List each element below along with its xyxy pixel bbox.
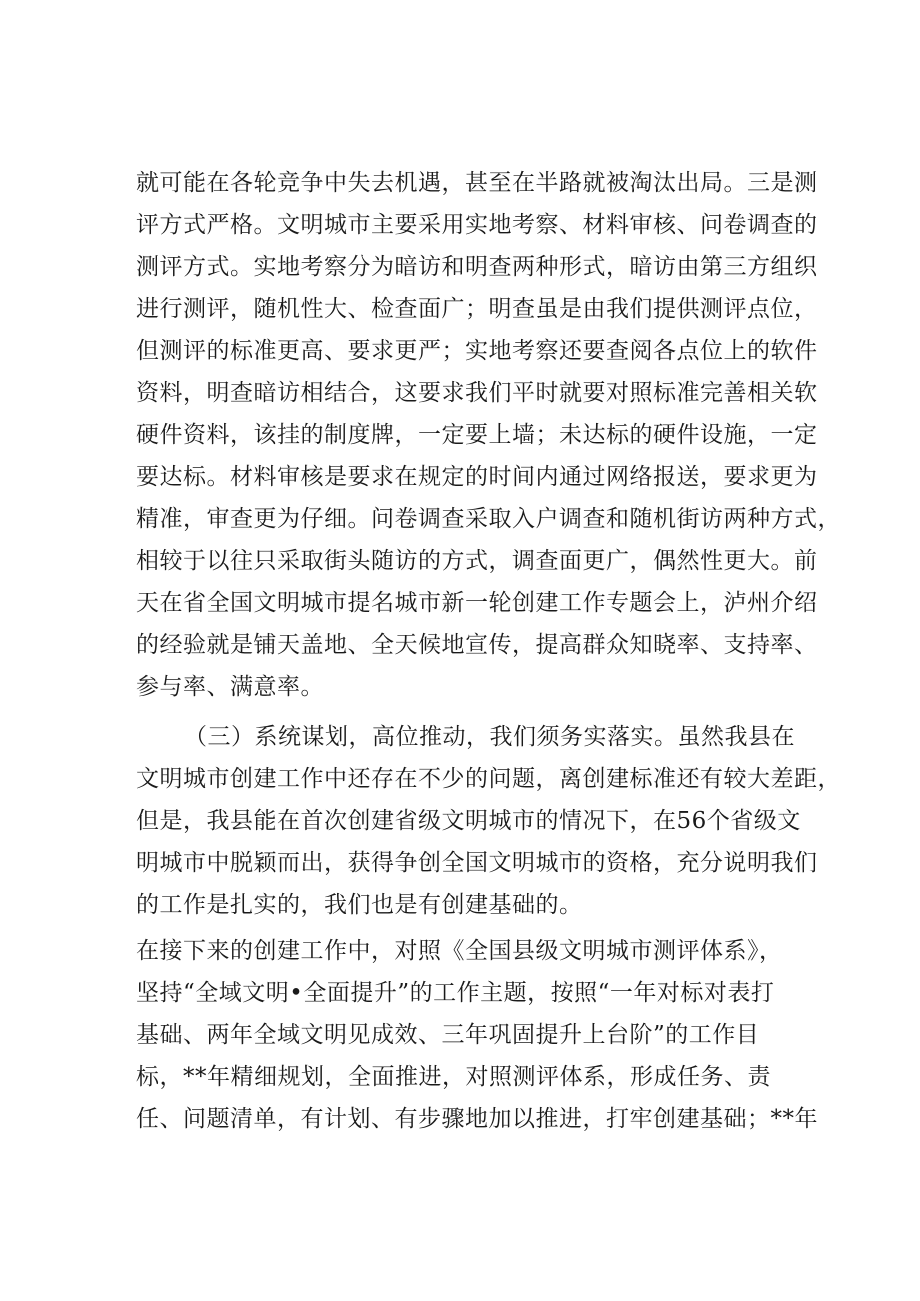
text-line: 任、问题清单，有计划、有步骤地加以推进，打牢创建基础；**年 — [136, 1106, 818, 1132]
text-line: 的经验就是铺天盖地、全天候地宣传，提高群众知晓率、支持率、 — [136, 632, 818, 658]
text-line: 硬件资料，该挂的制度牌，一定要上墙；未达标的硬件设施，一定 — [136, 422, 818, 448]
text-line: 参与率、满意率。 — [136, 674, 324, 700]
text-line: 的工作是扎实的，我们也是有创建基础的。 — [136, 892, 583, 918]
text-line: 明城市中脱颖而出，获得争创全国文明城市的资格，充分说明我们 — [136, 850, 818, 876]
text-line: 就可能在各轮竞争中失去机遇，甚至在半路就被淘汰出局。三是测 — [136, 170, 818, 196]
text-line: 坚持“全域文明•全面提升”的工作主题，按照“一年对标对表打 — [136, 980, 775, 1006]
text-line: 在接下来的创建工作中，对照《全国县级文明城市测评体系》， — [136, 938, 783, 964]
text-line: 测评方式。实地考察分为暗访和明查两种形式，暗访由第三方组织 — [136, 254, 818, 280]
text-line: 精准，审查更为仔细。问卷调查采取入户调查和随机街访两种方式， — [136, 506, 841, 532]
text-line: 但是，我县能在首次创建省级文明城市的情况下，在56个省级文 — [136, 808, 801, 834]
text-line: 相较于以往只采取街头随访的方式，调查面更广，偶然性更大。前 — [136, 548, 818, 574]
text-line: 标，**年精细规划，全面推进，对照测评体系，形成任务、责 — [136, 1064, 771, 1090]
text-line: 进行测评，随机性大、检查面广；明查虽是由我们提供测评点位， — [136, 296, 818, 322]
text-line: （三）系统谋划，高位推动，我们须务实落实。虽然我县在 — [184, 724, 795, 750]
text-line: 评方式严格。文明城市主要采用实地考察、材料审核、问卷调查的 — [136, 212, 818, 238]
text-line: 天在省全国文明城市提名城市新一轮创建工作专题会上，泸州介绍 — [136, 590, 818, 616]
text-line: 文明城市创建工作中还存在不少的问题，离创建标准还有较大差距， — [136, 766, 841, 792]
text-line: 要达标。材料审核是要求在规定的时间内通过网络报送，要求更为 — [136, 464, 818, 490]
text-line: 但测评的标准更高、要求更严；实地考察还要查阅各点位上的软件 — [136, 338, 818, 364]
text-line: 资料，明查暗访相结合，这要求我们平时就要对照标准完善相关软 — [136, 380, 818, 406]
text-line: 基础、两年全域文明见成效、三年巩固提升上台阶”的工作目 — [136, 1022, 760, 1048]
